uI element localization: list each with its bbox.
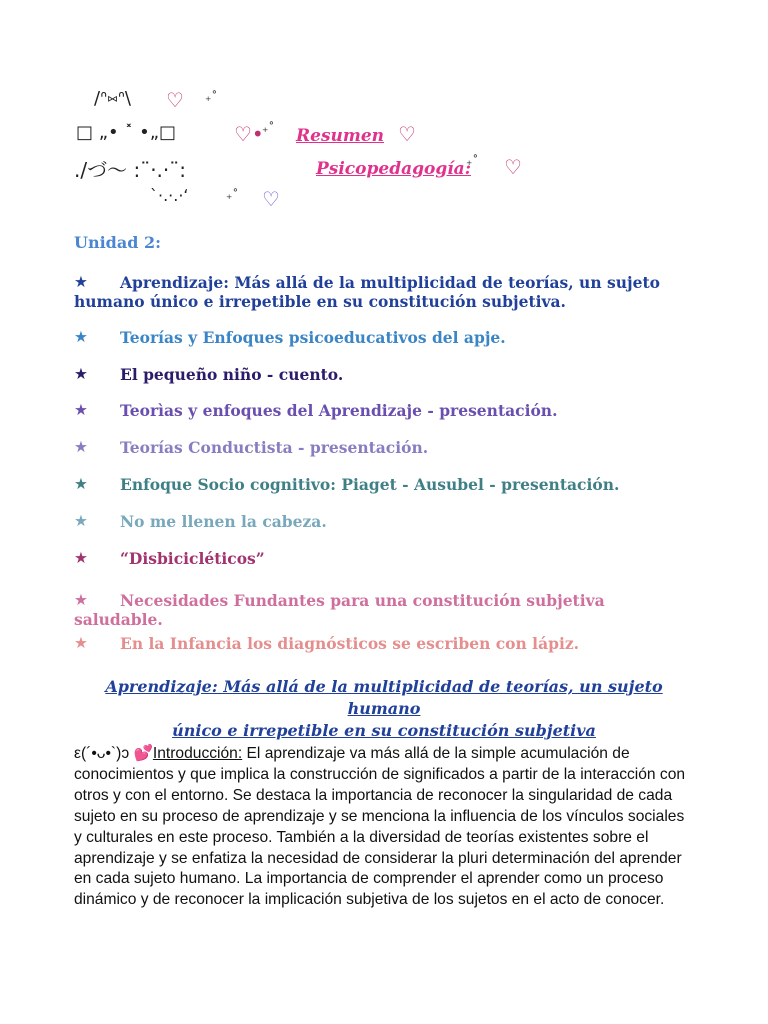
star-icon: ★ [74,549,88,567]
heart-blue-icon: ♡ [262,187,280,211]
list-item-text: Teorías y Enfoques psicoeducativos del apje. [120,328,506,347]
section-heading-line-1: Aprendizaje: Más allá de la multiplicidad de teorías, un sujeto humano [105,677,663,718]
list-item[interactable] [74,401,694,420]
intro-body-text: El aprendizaje va más allá de la simple acumulación de conocimientos y que implica la construcción de significados a partir de la interacción con otros y con el entorno. Se destaca la importancia de reconocer la singularidad de cada sujeto en su proceso de aprendizaje y se menciona la influencia de los vínculos sociales y culturales en este proceso. También a la diversidad de teorías existentes sobre el aprendizaje y se enfatiza la necesidad de considerar la pluri determinación del aprender en cada sujeto humano. La importancia de comprender el aprender como un proceso dinámico y de reconocer la implicación subjetiva de los sujetos en el acto de conocer. [74,745,686,909]
kaomoji-inline: ε(´•ᴗ•`)ɔ [74,745,130,762]
kaomoji-line-2: □ „• ˟ •„□ [76,122,177,143]
star-icon: ★ [74,328,88,346]
list-item[interactable] [74,549,694,568]
title-psicopedagogia[interactable]: Psicopedagogía: [316,159,471,179]
list-item-text: Aprendizaje: Más allá de la multiplicidad de teorías, un sujeto humano único e irrepetible en su constitución subjetiva. [74,273,660,311]
list-item-text: Necesidades Fundantes para una constitución subjetiva saludable. [74,591,605,629]
sparkle-icon: ₊˚ [466,154,479,168]
list-item-text: En la Infancia los diagnósticos se escriben con lápiz. [120,634,580,653]
heart-icon: ♡ [166,88,184,112]
star-icon: ★ [74,273,88,291]
star-icon: ★ [74,401,88,419]
list-item-text: El pequeño niño - cuento. [120,365,344,384]
star-icon: ★ [74,475,88,493]
sparkle-icon: ₊˚ [262,121,275,135]
section-heading-line-2: único e irrepetible en su constitución subjetiva [172,721,596,740]
star-icon: ★ [74,438,88,456]
list-item[interactable] [74,365,694,384]
unit-label: Unidad 2: [74,233,162,252]
star-icon: ★ [74,365,88,383]
two-hearts-icon: 💕 [133,745,153,762]
star-icon: ★ [74,512,88,530]
star-icon: ★ [74,634,88,652]
kaomoji-line-3: ./づ～ :¨·.·¨: [74,158,187,182]
heart-icon: ♡ [398,122,416,146]
sparkle-icon: ₊˚ [226,188,239,202]
kaomoji-line-4: `·.·.·ʻ [150,186,189,205]
heart-icon: ♡ [504,155,522,179]
kaomoji-line-1: /ᐢ⑅ᐢ\ [94,88,131,109]
section-heading [74,676,694,742]
list-item-text: No me llenen la cabeza. [120,512,327,531]
list-item[interactable] [74,438,694,457]
list-item[interactable] [74,591,694,629]
list-item[interactable] [74,328,694,347]
star-icon: ★ [74,591,88,609]
heart-dot-icon: ♡• [234,122,264,146]
list-item[interactable] [74,512,694,531]
list-item-text: Teorìas y enfoques del Aprendizaje - presentación. [120,401,558,420]
sparkle-icon: ₊˚ [205,90,218,104]
list-item-text: Enfoque Socio cognitivo: Piaget - Ausubel - presentación. [120,475,620,494]
title-resumen[interactable]: Resumen [296,126,385,146]
list-item-text: “Disbicicléticos” [120,549,265,568]
list-item-text: Teorías Conductista - presentación. [120,438,429,457]
list-item[interactable] [74,475,694,494]
list-item[interactable] [74,634,694,653]
list-item[interactable] [74,273,694,311]
intro-paragraph [74,744,696,911]
intro-label: Introducción: [152,745,243,762]
